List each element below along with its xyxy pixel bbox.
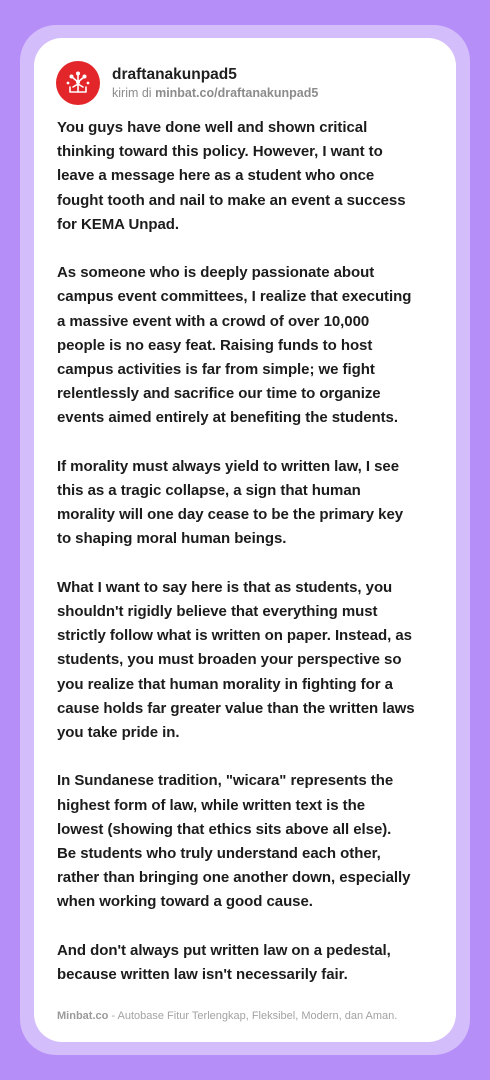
post-paragraph [57, 576, 437, 745]
post-header [56, 60, 318, 106]
username[interactable]: draftanakunpad5 [112, 66, 237, 83]
paragraph-line: Be students who truly understand each other, [57, 845, 381, 863]
paragraph-line: when working toward a good cause. [57, 893, 313, 911]
paragraph-line: fought tooth and nail to make an event a success [57, 191, 406, 209]
post-card [34, 38, 456, 1042]
paragraph-line: As someone who is deeply passionate about [57, 264, 375, 282]
post-paragraph [57, 116, 437, 237]
paragraph-line: What I want to say here is that as students, you [57, 578, 393, 596]
sent-via [112, 85, 318, 101]
paragraph-line: students, you must broaden your perspective so [57, 651, 402, 669]
post-paragraph [57, 939, 437, 987]
post-paragraph [57, 261, 437, 430]
paragraph-line: for KEMA Unpad. [57, 215, 180, 233]
circuit-logo-icon [63, 68, 93, 98]
paragraph-line: shouldn't rigidly believe that everything must [57, 603, 378, 621]
paragraph-line: If morality must always yield to written law, I see [57, 457, 400, 475]
paragraph-line: morality will one day cease to be the primary key [57, 506, 404, 524]
paragraph-line: to shaping moral human beings. [57, 530, 287, 548]
paragraph-line: people is no easy feat. Raising funds to host [57, 336, 373, 354]
paragraph-line: you take pride in. [57, 724, 180, 742]
paragraph-line: events aimed entirely at benefiting the students. [57, 409, 398, 427]
paragraph-line: a massive event with a crowd of over 10,000 [57, 312, 370, 330]
paragraph-line: because written law isn't necessarily fair. [57, 966, 348, 984]
post-paragraph [57, 455, 437, 552]
paragraph-line: highest form of law, while written text is the [57, 796, 366, 814]
paragraph-line: leave a message here as a student who once [57, 167, 375, 185]
paragraph-line: thinking toward this policy. However, I want to [57, 143, 383, 161]
sent-prefix: kirim di [112, 86, 152, 100]
paragraph-line: campus activities is far from simple; we fight [57, 361, 375, 379]
paragraph-line: rather than bringing one another down, especially [57, 869, 411, 887]
footer-tagline: - Autobase Fitur Terlengkap, Fleksibel, Modern, dan Aman. [108, 1010, 398, 1022]
paragraph-line: this as a tragic collapse, a sign that human [57, 482, 361, 500]
paragraph-line: cause holds far greater value than the written laws [57, 699, 415, 717]
post-paragraph [57, 769, 437, 914]
footer [57, 1010, 397, 1022]
paragraph-line: And don't always put written law on a pedestal, [57, 941, 391, 959]
post-body [57, 116, 437, 1011]
profile-link[interactable]: minbat.co/draftanakunpad5 [155, 86, 319, 100]
paragraph-line: lowest (showing that ethics sits above all else). [57, 820, 392, 838]
avatar[interactable] [56, 61, 100, 105]
paragraph-line: You guys have done well and shown critical [57, 119, 368, 136]
footer-brand[interactable]: Minbat.co [57, 1010, 109, 1022]
paragraph-line: campus event committees, I realize that executing [57, 288, 412, 306]
post-meta [112, 65, 318, 101]
paragraph-line: relentlessly and sacrifice our time to organize [57, 385, 381, 403]
paragraph-line: In Sundanese tradition, "wicara" represents the [57, 772, 394, 790]
paragraph-line: strictly follow what is written on paper. Instead, as [57, 627, 412, 645]
paragraph-line: you realize that human morality in fighting for a [57, 675, 393, 693]
